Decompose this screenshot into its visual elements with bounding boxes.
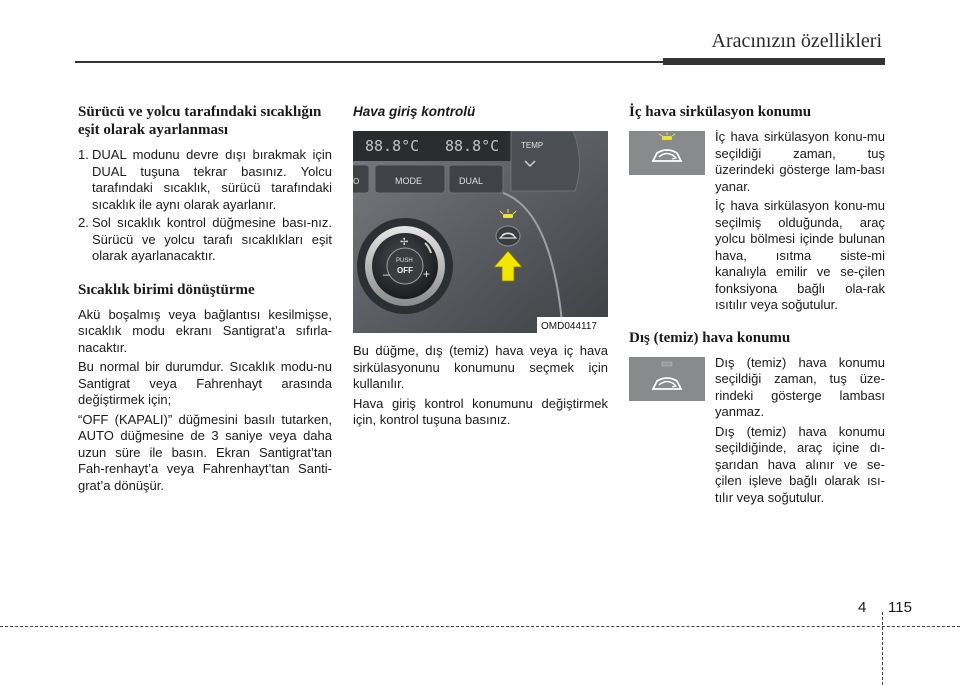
footer-rule xyxy=(0,626,960,627)
page-number: 115 xyxy=(888,599,912,616)
display-left-temp: 88.8°C xyxy=(365,137,420,155)
fresh-air-row xyxy=(629,355,885,510)
header-rule-bar xyxy=(663,58,885,65)
section-title-temp-unit: Sıcaklık birimi dönüştürme xyxy=(78,281,255,298)
section-title-fresh-air: Dış (temiz) hava konumu xyxy=(629,329,791,346)
paragraph: İç hava sirkülasyon konu-mu seçilmiş olduğunda, araç yolcu bölmesi içinde bulunan hava, ısıtma siste-mi kanalıyla emilir ve se-çilen fonksiyona bağlı ola-rak ısıtılır veya soğutulur. xyxy=(715,198,885,312)
fresh-air-mode-icon xyxy=(629,357,705,401)
paragraph: “OFF (KAPALI)” düğmesini basılı tutarken, AUTO düğmesine de 3 saniye veya daha uzun süre ile basın. Ekran Santigrat’tan Fah-renhayt’a veya Fahrenhayt’tan Santi-grat’a dönüşür. xyxy=(78,411,332,493)
list-text: Sol sıcaklık kontrol düğmesine bası-nız. Sürücü ve yolcu tarafı sıcaklıkları eşit olarak ayarlanacaktır. xyxy=(92,215,332,263)
button-o-label: O xyxy=(353,177,360,186)
list-number: 1. xyxy=(78,147,89,162)
knob-off-label: OFF xyxy=(397,266,413,275)
column-middle xyxy=(353,103,608,432)
climate-panel-image xyxy=(353,131,608,333)
recirculation-mode-icon xyxy=(629,131,705,175)
recirculation-row xyxy=(629,129,885,317)
section-title-air-intake: Hava giriş kontrolü xyxy=(353,104,476,119)
list-text: DUAL modunu devre dışı bırakmak için DUAL tuşuna tekrar basınız. Yolcu tarafındaki sıcaklık, sürücü tarafındaki sıcaklık ile aynı olarak ayarlanır. xyxy=(92,147,332,212)
knob-plus: + xyxy=(423,267,431,281)
paragraph: Akü boşalmış veya bağlantısı kesilmişse, sıcaklık modu ekranı Santigrat’a sıfırla-nacaktır. xyxy=(78,306,332,355)
column-left xyxy=(78,103,332,497)
knob-push-label: PUSH xyxy=(396,258,413,264)
footer-divider xyxy=(882,612,883,685)
list-item xyxy=(78,147,332,213)
section-title-recirculation: İç hava sirkülasyon konumu xyxy=(629,104,812,120)
list-number: 2. xyxy=(78,215,89,230)
section-title-dual-equalize: Sürücü ve yolcu tarafındaki sıcaklığın eşit olarak ayarlanması xyxy=(78,104,322,138)
chapter-number: 4 xyxy=(858,599,867,616)
knob-minus: – xyxy=(383,267,390,281)
climate-panel-illustration xyxy=(353,131,608,333)
paragraph: Bu düğme, dış (temiz) hava veya iç hava sirkülasyonunu konumunu seçmek için kullanılır. xyxy=(353,343,608,391)
dual-label: DUAL xyxy=(459,176,484,186)
svg-text:✢: ✢ xyxy=(400,237,409,248)
list-item xyxy=(78,215,332,265)
image-code: OMD044117 xyxy=(541,321,597,332)
paragraph: Dış (temiz) hava konumu seçildiği zaman, tuş üze-rindeki gösterge lambası yanmaz. xyxy=(715,354,885,419)
running-header: Aracınızın özellikleri xyxy=(711,30,882,52)
display-right-temp: 88.8°C xyxy=(445,137,500,155)
temp-label: TEMP xyxy=(521,141,544,150)
mode-label: MODE xyxy=(395,176,422,186)
paragraph: İç hava sirkülasyon konu-mu seçildiği zaman, tuş üzerindeki gösterge lam-bası yanar. xyxy=(715,129,885,194)
paragraph: Hava giriş kontrol konumunu değiştirmek için, kontrol tuşuna basınız. xyxy=(353,395,608,427)
paragraph: Bu normal bir durumdur. Sıcaklık modu-nu Santigrat veya Fahrenhayt arasında değiştirmek için; xyxy=(78,359,332,407)
column-right xyxy=(629,103,885,509)
paragraph: Dış (temiz) hava konumu seçildiğinde, araç içine dı-şarıdan hava alınır ve se-çilen işleve bağlı olarak ısı-tılır veya soğutulur. xyxy=(715,423,885,505)
